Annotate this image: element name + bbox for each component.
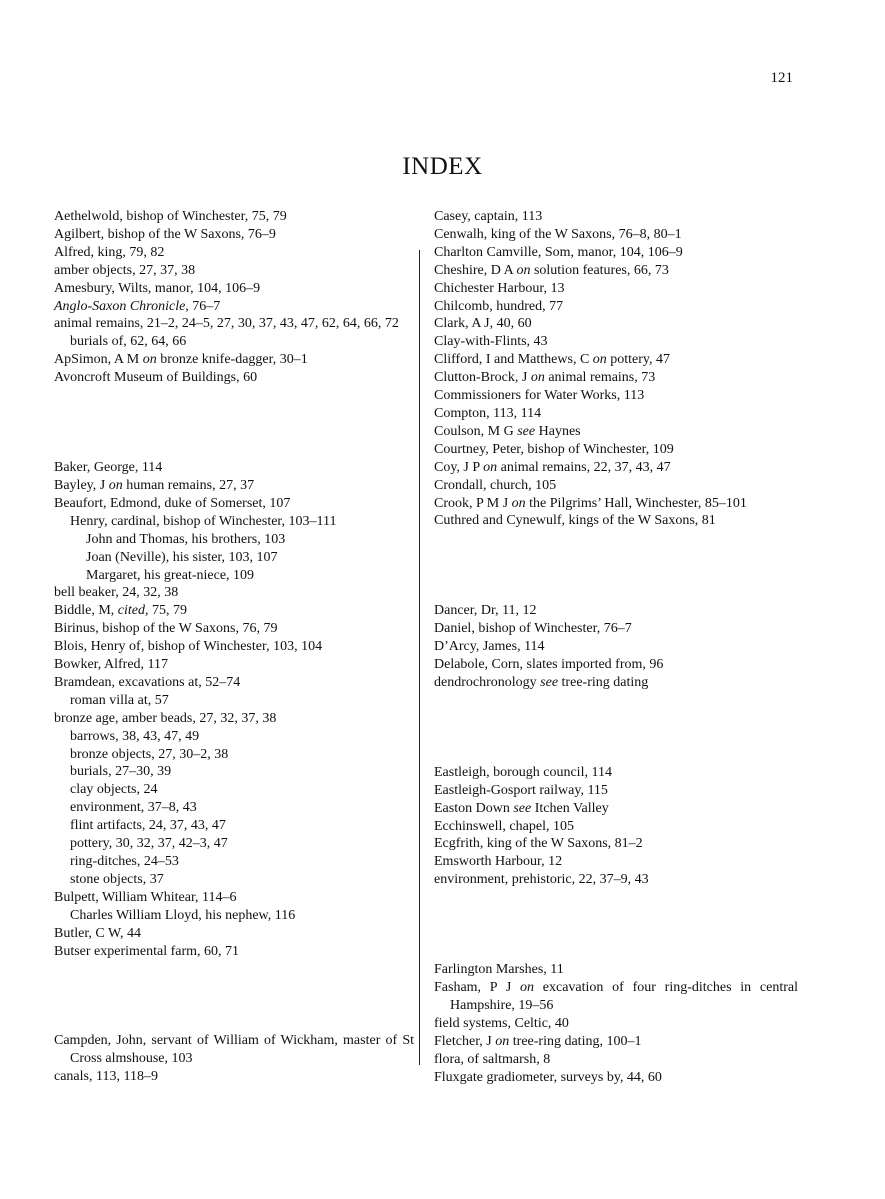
index-entry: amber objects, 27, 37, 38 bbox=[54, 262, 196, 278]
index-entry: Clay-with-Flints, 43 bbox=[434, 334, 548, 350]
index-entry: Cuthred and Cynewulf, kings of the W Saxons, 81 bbox=[434, 513, 716, 529]
index-entry: animal remains, 21–2, 24–5, 27, 30, 37, 43, 47, 62, 64, 66, 72 bbox=[54, 316, 399, 332]
index-subentry: stone objects, 37 bbox=[70, 871, 164, 887]
section-gap bbox=[54, 387, 414, 459]
section-gap bbox=[434, 530, 798, 602]
index-entry: Delabole, Corn, slates imported from, 96 bbox=[434, 657, 664, 673]
index-entry: Compton, 113, 114 bbox=[434, 405, 542, 421]
index-entry: flora, of saltmarsh, 8 bbox=[434, 1051, 551, 1067]
index-entry: Beaufort, Edmond, duke of Somerset, 107 bbox=[54, 495, 291, 511]
index-entry: Bramdean, excavations at, 52–74 bbox=[54, 674, 241, 690]
index-entry: Bayley, J on human remains, 27, 37 bbox=[54, 477, 255, 493]
index-entry: Ecchinswell, chapel, 105 bbox=[434, 818, 574, 834]
index-subentry: ring-ditches, 24–53 bbox=[70, 854, 179, 869]
index-subentry: flint artifacts, 24, 37, 43, 47 bbox=[70, 818, 226, 834]
index-entry: Baker, George, 114 bbox=[54, 460, 163, 476]
index-entry: Bulpett, William Whitear, 114–6 bbox=[54, 889, 237, 905]
index-entry: Farlington Marshes, 11 bbox=[434, 962, 564, 978]
index-entry: Daniel, bishop of Winchester, 76–7 bbox=[434, 621, 632, 637]
column-divider bbox=[419, 250, 420, 1065]
index-entry: Crook, P M J on the Pilgrims’ Hall, Winchester, 85–101 bbox=[434, 495, 747, 511]
index-subentry: burials, 27–30, 39 bbox=[70, 764, 172, 780]
index-entry: Butser experimental farm, 60, 71 bbox=[54, 943, 240, 959]
index-entry: Ecgfrith, king of the W Saxons, 81–2 bbox=[434, 836, 643, 852]
index-entry: Butler, C W, 44 bbox=[54, 925, 141, 941]
index-entry: Amesbury, Wilts, manor, 104, 106–9 bbox=[54, 280, 261, 296]
index-entry: Eastleigh, borough council, 114 bbox=[434, 764, 612, 780]
index-entry: Alfred, king, 79, 82 bbox=[54, 244, 165, 260]
index-entry: Casey, captain, 113 bbox=[434, 209, 543, 224]
index-entry: Cheshire, D A on solution features, 66, 73 bbox=[434, 262, 669, 278]
index-entry: Emsworth Harbour, 12 bbox=[434, 854, 563, 870]
index-entry: Fletcher, J on tree-ring dating, 100–1 bbox=[434, 1033, 642, 1049]
index-entry: bell beaker, 24, 32, 38 bbox=[54, 585, 179, 601]
index-subentry: roman villa at, 57 bbox=[70, 692, 169, 708]
index-entry: Fluxgate gradiometer, surveys by, 44, 60 bbox=[434, 1069, 662, 1085]
index-entry: Blois, Henry of, bishop of Winchester, 103, 104 bbox=[54, 639, 323, 655]
index-entry: Avoncroft Museum of Buildings, 60 bbox=[54, 370, 258, 386]
index-entry: ApSimon, A M on bronze knife-dagger, 30–1 bbox=[54, 352, 308, 368]
index-entry: Coulson, M G see Haynes bbox=[434, 423, 581, 439]
index-subentry: Joan (Neville), his sister, 103, 107 bbox=[86, 549, 278, 565]
index-entry: Agilbert, bishop of the W Saxons, 76–9 bbox=[54, 226, 276, 242]
index-entry: Fasham, P J on excavation of four ring-ditches in central Hampshire, 19–56 bbox=[434, 980, 798, 1013]
index-subentry: clay objects, 24 bbox=[70, 782, 158, 798]
index-entry: Crondall, church, 105 bbox=[434, 477, 557, 493]
index-entry: Chichester Harbour, 13 bbox=[434, 280, 565, 296]
index-entry: Easton Down see Itchen Valley bbox=[434, 800, 609, 816]
index-subentry: Margaret, his great-niece, 109 bbox=[86, 567, 255, 583]
index-entry: Eastleigh-Gosport railway, 115 bbox=[434, 782, 608, 798]
index-entry: Dancer, Dr, 11, 12 bbox=[434, 603, 537, 619]
index-subentry: pottery, 30, 32, 37, 42–3, 47 bbox=[70, 836, 228, 852]
index-entry: Courtney, Peter, bishop of Winchester, 109 bbox=[434, 441, 674, 457]
page-number: 121 bbox=[770, 70, 793, 86]
index-entry: Clutton-Brock, J on animal remains, 73 bbox=[434, 370, 656, 386]
index-entry: Clark, A J, 40, 60 bbox=[434, 316, 532, 332]
index-subentry: environment, 37–8, 43 bbox=[70, 800, 197, 816]
index-entry: canals, 113, 118–9 bbox=[54, 1069, 158, 1085]
index-entry: Aethelwold, bishop of Winchester, 75, 79 bbox=[54, 209, 287, 224]
section-gap bbox=[434, 889, 798, 961]
index-entry: Coy, J P on animal remains, 22, 37, 43, 47 bbox=[434, 459, 671, 475]
index-entry: environment, prehistoric, 22, 37–9, 43 bbox=[434, 872, 649, 888]
index-entry: Bowker, Alfred, 117 bbox=[54, 657, 169, 673]
index-entry: D’Arcy, James, 114 bbox=[434, 639, 545, 655]
index-entry: bronze age, amber beads, 27, 32, 37, 38 bbox=[54, 710, 277, 726]
index-entry: dendrochronology see tree-ring dating bbox=[434, 674, 649, 690]
index-entry: Biddle, M, cited, 75, 79 bbox=[54, 603, 187, 619]
index-column-right bbox=[434, 208, 798, 1087]
index-entry: Birinus, bishop of the W Saxons, 76, 79 bbox=[54, 621, 278, 637]
index-column-left bbox=[54, 208, 414, 1086]
index-entry: Chilcomb, hundred, 77 bbox=[434, 298, 564, 314]
index-subentry: John and Thomas, his brothers, 103 bbox=[86, 531, 286, 547]
index-subentry: burials of, 62, 64, 66 bbox=[70, 334, 187, 350]
index-subentry: bronze objects, 27, 30–2, 38 bbox=[70, 746, 229, 762]
page-title: INDEX bbox=[402, 153, 483, 180]
index-entry: Cenwalh, king of the W Saxons, 76–8, 80–1 bbox=[434, 226, 682, 242]
index-subentry: Henry, cardinal, bishop of Winchester, 103–111 bbox=[70, 513, 337, 529]
index-entry: Anglo-Saxon Chronicle, 76–7 bbox=[54, 298, 221, 314]
index-entry: Commissioners for Water Works, 113 bbox=[434, 388, 645, 404]
index-entry: Campden, John, servant of William of Wickham, master of St Cross almshouse, 103 bbox=[54, 1033, 414, 1067]
index-subentry: Charles William Lloyd, his nephew, 116 bbox=[70, 907, 296, 923]
index-entry: Clifford, I and Matthews, C on pottery, 47 bbox=[434, 352, 671, 368]
section-gap bbox=[434, 692, 798, 764]
index-subentry: barrows, 38, 43, 47, 49 bbox=[70, 728, 200, 744]
section-gap bbox=[54, 960, 414, 1032]
index-entry: field systems, Celtic, 40 bbox=[434, 1015, 569, 1031]
index-entry: Charlton Camville, Som, manor, 104, 106–9 bbox=[434, 244, 683, 260]
